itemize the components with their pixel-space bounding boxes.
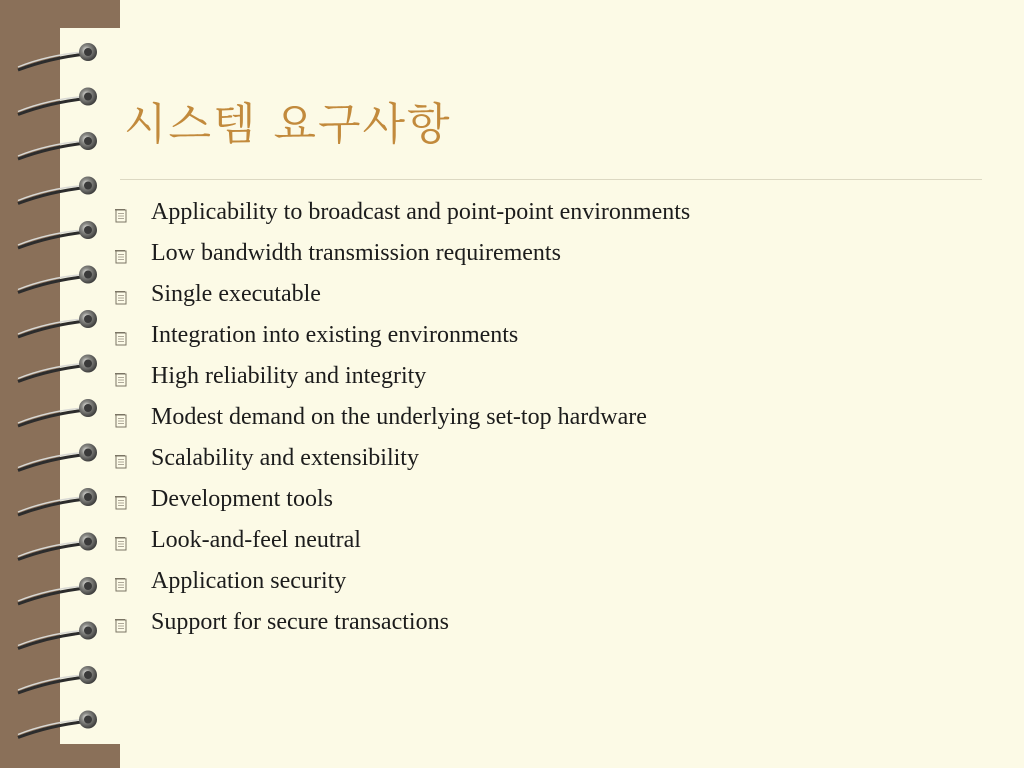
bullet-text: Look-and-feel neutral xyxy=(151,527,361,553)
bullet-text: Scalability and extensibility xyxy=(151,445,419,471)
spiral-ring xyxy=(18,533,97,560)
bullet-text: Single executable xyxy=(151,281,321,307)
bullet-text: Application security xyxy=(151,568,347,594)
spiral-ring xyxy=(18,310,97,337)
spiral-ring xyxy=(18,221,97,248)
spiral-ring xyxy=(18,88,97,115)
bullet-text: Integration into existing environments xyxy=(151,322,519,348)
notepad-icon xyxy=(112,330,130,348)
notepad-icon xyxy=(112,494,130,512)
spiral-ring xyxy=(18,43,97,70)
notepad-icon xyxy=(112,535,130,553)
spiral-ring xyxy=(18,666,97,693)
notepad-icon xyxy=(112,576,130,594)
notepad-icon xyxy=(112,453,130,471)
notepad-icon xyxy=(112,412,130,430)
notepad-icon xyxy=(112,207,130,225)
notepad-icon xyxy=(112,289,130,307)
spiral-binding xyxy=(0,0,120,768)
bullet-text: Modest demand on the underlying set-top hardware xyxy=(151,404,647,430)
notepad-icon xyxy=(112,617,130,635)
spiral-ring xyxy=(18,577,97,604)
notepad-icon xyxy=(112,248,130,266)
spiral-ring xyxy=(18,711,97,738)
spiral-ring xyxy=(18,444,97,471)
spiral-ring xyxy=(18,132,97,159)
bullet-text: Support for secure transactions xyxy=(151,609,449,635)
title-divider xyxy=(120,179,982,180)
bullet-text: High reliability and integrity xyxy=(151,363,427,389)
slide-title: 시스템 요구사항 xyxy=(124,99,452,150)
spiral-ring xyxy=(18,177,97,204)
spiral-ring xyxy=(18,399,97,426)
spiral-ring xyxy=(18,355,97,382)
spiral-ring xyxy=(18,266,97,293)
bullet-text: Development tools xyxy=(151,486,333,512)
bullet-text: Applicability to broadcast and point-point environments xyxy=(151,199,691,225)
bullet-text: Low bandwidth transmission requirements xyxy=(151,240,561,266)
spiral-ring xyxy=(18,622,97,649)
spiral-ring xyxy=(18,488,97,515)
notepad-icon xyxy=(112,371,130,389)
